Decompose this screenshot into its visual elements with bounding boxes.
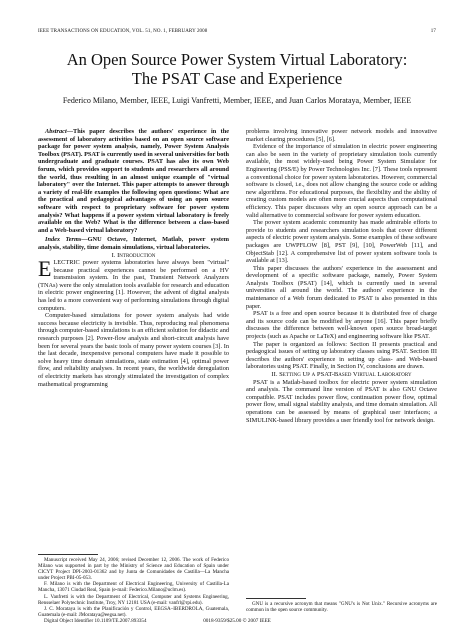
footnote-vanfretti: L. Vanfretti is with the Department of Electrical, Computer and Systems Engineering, Rensselaer Polytechnic Institute, Troy, NY 12181 USA (e-mail: vanfrl@rpi.edu). [38,593,229,606]
right-paragraph-3: The power system academic community has made admirable efforts to provide to students and researchers simulation tools that cover different aspects of electric power system analysis. Some examples of these software packages are UWPFLOW [8], PST [9], [10], PowerWeb [11], and ObjectStab [12]. A comprehensive list of power system software tools is available at [13]. [246,219,437,265]
left-column [38,128,229,388]
abstract-label: Abstract— [45,128,73,135]
right-column [246,128,437,424]
journal-header: IEEE TRANSACTIONS ON EDUCATION, VOL. 51, NO. 1, FEBRUARY 2008 [38,29,208,34]
running-head [38,29,436,37]
paper-title [20,50,454,88]
footnote-doi: Digital Object Identifier 10.1109/TE.2007.893354 [44,617,147,624]
footnotes [38,554,229,624]
author-list: Federico Milano, Member, IEEE, Luigi Vanfretti, Member, IEEE, and Juan Carlos Morataya, Member, IEEE [62,96,412,105]
right-paragraph-1: problems involving innovative power network models and innovative market clearing procedures [5], [6]. [246,128,437,143]
title-line-2: The PSAT Case and Experience [131,69,343,88]
drop-cap: E [38,256,52,282]
footnote-rule [38,554,98,555]
right-footnote-rule [246,598,306,599]
right-footnote [246,598,437,613]
right-paragraph-7: PSAT is a Matlab-based toolbox for electric power system simulation and analysis. The command line version of PSAT is also GNU Octave compatible. PSAT includes power flow, continuation power flow, optimal power flow, small signal stability analysis, and time domain simulation. All operations can be assessed by means of graphical user interfaces; a SIMULINK-based library provides a user friendly tool for network design. [246,378,437,424]
right-paragraph-4: This paper discusses the authors' experience in the assessment and development of a specific software package, namely, Power System Analysis Toolbox (PSAT) [14], which is currently used in several universities all around the world. The authors' experience in the maintenance of a Web forum dedicated to PSAT is also presented in this paper. [246,264,437,310]
right-paragraph-2: Evidence of the importance of simulation in electric power engineering can also be seen in the variety of proprietary simulation tools currently available, the most widely-used being Power System Simulator for Engineering (PSS/E) by Power Technologies Inc. [7]. These tools represent a conventional choice for power system laboratories. However, commercial software is closed, i.e., does not allow changing the source code or adding new algorithms. For educational purposes, the flexibility and the ability of creating custom models are often more crucial aspects than computational efficiency. This paper discusses why an open source approach can be a valid alternative to commercial software for power system education. [246,143,437,219]
footnote-morataya: J. C. Morataya is with the Planificación y Control, EEGSA–IBERDROLA, Guatemala, Guatemala (e-mail: JMorataya@eegsa.net). [38,605,229,618]
page-number: 17 [430,29,436,34]
index-terms-label: Index Terms— [45,236,88,244]
footnote-milano: F. Milano is with the Department of Electrical Engineering, University of Castilla-La Mancha, 13071 Ciudad Real, Spain (e-mail: Federico.Milano@uclm.es). [38,581,229,594]
section-heading-setup: II. Setting Up a PSAT-Based Virtual Laboratory [271,371,412,378]
abstract-text: This paper describes the authors' experience in the assessment of laboratory activities based on an open source software package for power system analysis, namely, Power System Analysis Toolbox (PSAT). PSAT is currently used in several universities for both undergraduate and graduate courses. PSAT has also its own Web forum, which provides support to students and researchers all around the world, thus resulting in an almost unique example of "virtual laboratory" over the Internet. This paper attempts to answer through a variety of real-life examples the following open questions: What are the practical and pedagogical advantages of using an open source software with respect to proprietary software for power system analysis? What happens if a power system virtual laboratory is freely available on the Web? What is the difference between a class-based and a Web-based virtual laboratory? [38,128,229,234]
footnote-manuscript: Manuscript received May 24, 2006; revised December 12, 2006. The work of Federico Milano was supported in part by the Ministry of Science and Education of Spain under CICYT Project DPI-2003-01362 and by Junta de Comunidades de Castilla—La Mancha under Project PBI-05-053. [38,557,229,582]
abstract [38,128,229,234]
section-heading-introduction: I. Introduction [111,251,156,259]
right-paragraph-5: PSAT is a free and open source because it is distributed free of charge and its source code can be modified by anyone [16]. This paper briefly discusses the difference between well-known open source broad-target projects (such as Apache or LaTeX) and engineering software like PSAT. [246,310,437,341]
copyright-line: 0018-9359/$25.00 © 2007 IEEE [203,618,271,624]
intro-paragraph-1 [38,256,229,312]
intro-paragraph-1-text: LECTRIC power systems laboratories have always been "virtual" because practical experiences cannot be performed on a HV transmission system. In the past, Transient Network Analyzers (TNAs) were the only simulation tools available for research and education in electric power engineering [1]. However, the advent of digital analysis has led to a more convenient way of performing simulations through digital computers. [38,259,229,312]
gnu-footnote: GNU is a recursive acronym that means "GNU's is Not Unix." Recursive acronyms are common in the open source community. [246,601,437,614]
right-paragraph-6: The paper is organized as follows: Section II presents practical and pedagogical issues of setting up laboratory classes using PSAT. Section III describes the authors' experience in setting up class- and Web-based laboratories using PSAT. Finally, in Section IV, conclusions are drawn. [246,340,437,371]
index-terms-text: GNU Octave, Internet, Matlab, power system analysis, stability, time domain simulations, virtual laboratories. [38,236,229,251]
intro-paragraph-2: Computer-based simulations for power system analysis had wide success because electricity is invisible. Thus, reproducing real phenomena through computer-based simulations is an efficient solution for didactic and research purposes [2]. Power-flow analysis and short-circuit analysis have been for several years the basic tools of many power system courses [3]. In the last decade, inexpensive personal computers have made it possible to solve heavy time domain simulations, state estimation [4], optimal power flow, and reliability analyses. In recent years, the worldwide deregulation of electricity markets has strongly stimulated the investigation of complex mathematical programming [38,312,229,388]
index-terms [38,236,229,251]
title-line-1: An Open Source Power System Virtual Laboratory: [66,50,408,69]
